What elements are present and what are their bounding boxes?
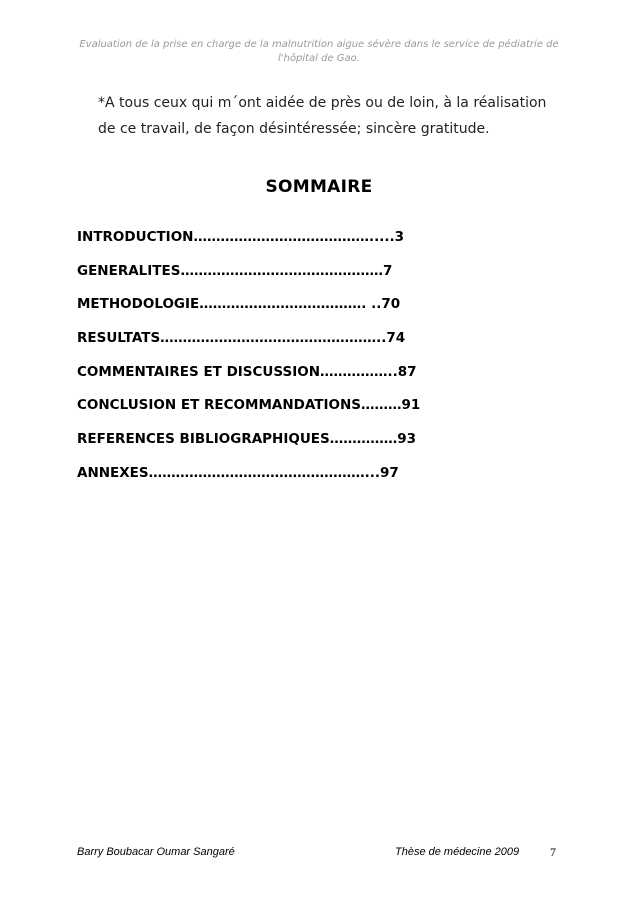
toc-entry-commentaires: COMMENTAIRES ET DISCUSSION……………..87 [77, 363, 417, 380]
acknowledgement-line-1: *A tous ceux qui m´ont aidée de près ou de loin, à la réalisation [98, 95, 547, 111]
header-line-1: Evaluation de la prise en charge de la malnutrition aigue sévère dans le service de pédiatrie de [79, 39, 559, 50]
sommaire-title: SOMMAIRE [265, 177, 373, 197]
acknowledgement-line-2: de ce travail, de façon désintéressée; sincère gratitude. [98, 121, 490, 137]
running-header [64, 38, 574, 66]
acknowledgement-paragraph [98, 90, 568, 142]
table-of-contents [77, 227, 497, 497]
toc-entry-introduction: INTRODUCTION………………………………….....3 [77, 229, 405, 245]
header-line-2: l'hôpital de Gao. [278, 53, 360, 64]
toc-entry-annexes: ANNEXES…………………………………………...97 [77, 464, 399, 481]
toc-entry-resultats: RESULTATS…………………………………………..74 [77, 330, 406, 347]
page-number: 7 [550, 845, 556, 859]
footer-author: Barry Boubacar Oumar Sangaré [77, 846, 235, 858]
toc-entry-methodologie: METHODOLOGIE………………………………. ..70 [77, 296, 401, 313]
toc-entry-conclusion: CONCLUSION ET RECOMMANDATIONS………91 [77, 397, 421, 414]
toc-entry-references: REFERENCES BIBLIOGRAPHIQUES……………93 [77, 431, 417, 448]
footer-thesis: Thèse de médecine 2009 [395, 846, 520, 858]
toc-entry-generalites: GENERALITES………………………………………7 [77, 262, 393, 279]
